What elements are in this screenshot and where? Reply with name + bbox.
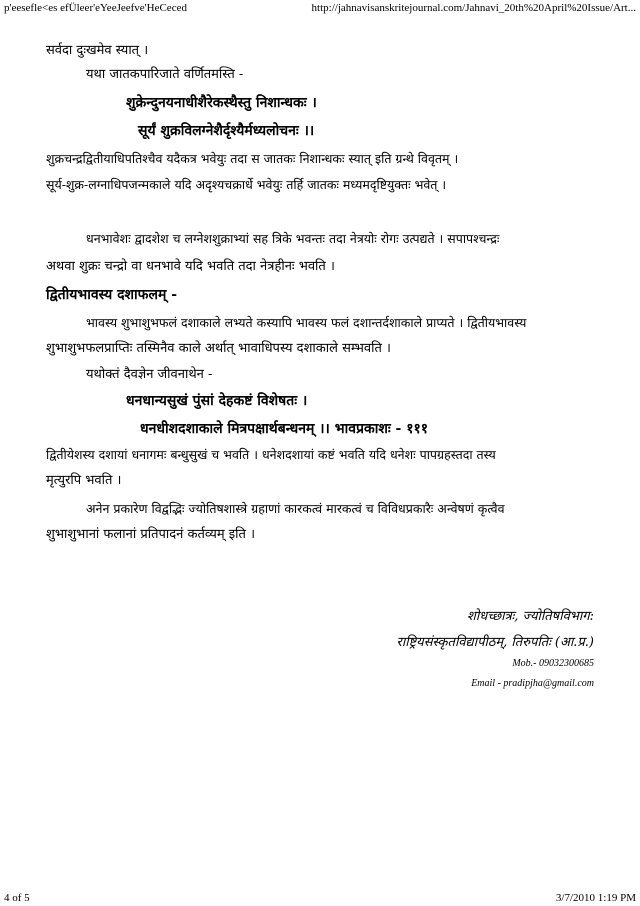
- verse-line: धनधान्यसुखं पुंसां देहकष्टं विशेषतः ।: [126, 393, 308, 409]
- section-heading: द्वितीयभावस्य दशाफलम् -: [46, 287, 178, 303]
- text-line: शुभाशुभफलप्राप्तिः तस्मिनैव काले अर्थात् भावाधिपस्य दशाकाले सम्भवति ।: [46, 341, 391, 356]
- author-institution: राष्ट्रियसंस्कृतविद्यापीठम्, तिरुपतिः (आ.प्र.): [396, 635, 594, 650]
- text-line: द्वितीयेशस्य दशायां धनागमः बन्धुसुखं च भवति । धनेशदशायां कष्टं भवति यदि धनेशः पापग्रहस्तदा तस्य: [46, 447, 496, 462]
- author-role: शोधच्छात्रः, ज्योतिषविभाग:: [467, 609, 594, 624]
- text-line: अथवा शुक्रः चन्द्रो वा धनभावे यदि भवति तदा नेत्रहीनः भवति ।: [46, 259, 335, 274]
- text-line: मृत्युरपि भवति ।: [46, 473, 122, 488]
- verse-line: शुक्रेन्दुनयनाधीशैरेकस्थैस्तु निशान्धकः ।: [126, 95, 317, 111]
- author-email: Email - pradipjha@gmail.com: [471, 678, 594, 689]
- text-line: यथा जातकपारिजाते वर्णितमस्ति -: [86, 67, 244, 82]
- text-line: अनेन प्रकारेण विद्वद्भिः ज्योतिषशास्त्रे ग्रहाणां कारकत्वं मारकत्वं च विविधप्रकारैः अन्वेषणं कृत्वैव: [86, 501, 505, 516]
- text-line: यथोक्तं दैवज्ञेन जीवनाथेन -: [86, 367, 213, 382]
- text-line: सर्वदा दुःखमेव स्यात् ।: [46, 43, 149, 58]
- text-line: धनभावेशः द्वादशेश च लग्नेशशुक्राभ्यां सह त्रिके भवन्तः तदा नेत्रयोः रोगः उत्पद्यते । सपापश्चन्द्रः: [86, 231, 500, 246]
- author-mobile: Mob.- 09032300685: [512, 658, 594, 669]
- text-line: शुभाशुभानां फलानां प्रतिपादनं कर्तव्यम् इति ।: [46, 527, 256, 542]
- page-count: 4 of 5: [4, 892, 30, 904]
- header-title: p'eesefle<es efÜleer'eYeeJeefve'HeCeced: [4, 2, 187, 14]
- header-url: http://jahnavisanskritejournal.com/Jahnavi_20th%20April%20Issue/Art...: [311, 2, 636, 14]
- text-line: शुक्रचन्द्रद्वितीयाधिपतिश्चैव यदैकत्र भवेयुः तदा स जातकः निशान्धकः स्यात् इति ग्रन्थे विवृतम् ।: [46, 151, 459, 166]
- text-line: सूर्य-शुक्र-लग्नाधिपजन्मकाले यदि अदृश्यचक्रार्धे भवेयुः तर्हि जातकः मध्यमदृष्टियुक्तः भवेत् ।: [46, 177, 447, 192]
- text-line: भावस्य शुभाशुभफलं दशाकाले लभ्यते कस्यापि भावस्य फलं दशान्तर्दशाकाले प्राप्यते । द्वितीयभावस्य: [86, 315, 527, 330]
- verse-line: सूर्यं शुक्रविलग्नेशैर्दृश्यैर्मध्यलोचनः ।।: [138, 123, 315, 139]
- verse-line: धनधीशदशाकाले मित्रपक्षार्थबन्धनम् ।। भावप्रकाशः - १११: [140, 421, 429, 437]
- print-timestamp: 3/7/2010 1:19 PM: [555, 892, 636, 904]
